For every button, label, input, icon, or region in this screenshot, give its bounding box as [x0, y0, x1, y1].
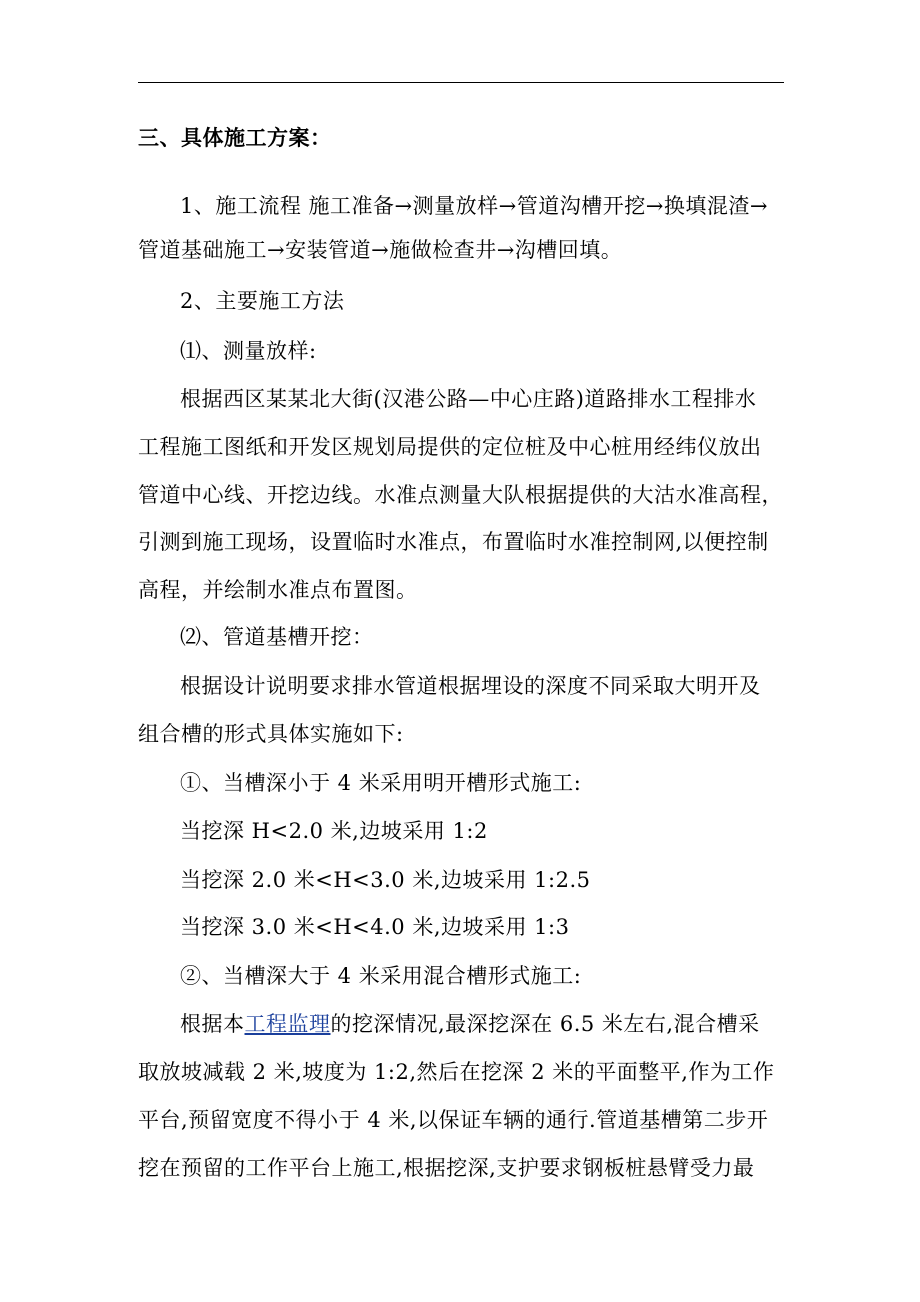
line-prefix: 根据本 [180, 1012, 245, 1036]
mixed-trench-paragraph-line: 平台,预留宽度不得小于 4 米,以保证车辆的通行.管道基槽第二步开 [138, 1108, 769, 1132]
survey-paragraph-line: 工程施工图纸和开发区规划局提供的定位桩及中心桩用经纬仪放出 [138, 435, 762, 459]
survey-paragraph-line: 根据西区某某北大街(汉港公路—中心庄路)道路排水工程排水 [180, 387, 757, 411]
slope-rule: 当挖深 2.0 米<H<3.0 米,边坡采用 1:2.5 [180, 868, 591, 892]
section-heading: 三、具体施工方案： [138, 125, 332, 150]
survey-paragraph-line: 引测到施工现场，设置临时水准点，布置临时水准控制网,以便控制 [138, 530, 769, 554]
trench-paragraph-line: 根据设计说明要求排水管道根据埋设的深度不同采取大明开及 [180, 674, 761, 698]
trench-paragraph-line: 组合槽的形式具体实施如下: [138, 722, 404, 746]
process-line-1: 1、施工流程 施工准备→测量放样→管道沟槽开挖→换填混渣→ [180, 194, 768, 218]
engineering-supervision-link[interactable]: 工程监理 [244, 1012, 331, 1036]
methods-title: 2、主要施工方法 [180, 289, 345, 313]
survey-paragraph-line: 管道中心线、开挖边线。水准点测量大队根据提供的大沽水准高程， [138, 483, 783, 507]
trench-title: ⑵、管道基槽开挖： [180, 625, 374, 649]
slope-rule: 当挖深 3.0 米<H<4.0 米,边坡采用 1:3 [180, 915, 570, 939]
survey-title: ⑴、测量放样: [180, 339, 317, 363]
open-trench-title: ①、当槽深小于 4 米采用明开槽形式施工: [180, 771, 582, 795]
line-suffix: 的挖深情况,最深挖深在 6.5 米左右,混合槽采 [330, 1012, 760, 1036]
mixed-trench-paragraph-line [180, 1009, 760, 1039]
header-rule [138, 82, 784, 83]
survey-paragraph-line: 高程，并绘制水准点布置图。 [138, 578, 418, 602]
mixed-trench-title: ②、当槽深大于 4 米采用混合槽形式施工: [180, 964, 582, 988]
mixed-trench-paragraph-line: 取放坡减载 2 米,坡度为 1:2,然后在挖深 2 米的平面整平,作为工作 [138, 1060, 775, 1084]
mixed-trench-paragraph-line: 挖在预留的工作平台上施工,根据挖深,支护要求钢板桩悬臂受力最 [138, 1156, 755, 1180]
process-line-2: 管道基础施工→安装管道→施做检查井→沟槽回填。 [138, 238, 623, 262]
slope-rule: 当挖深 H<2.0 米,边坡采用 1:2 [180, 819, 488, 843]
